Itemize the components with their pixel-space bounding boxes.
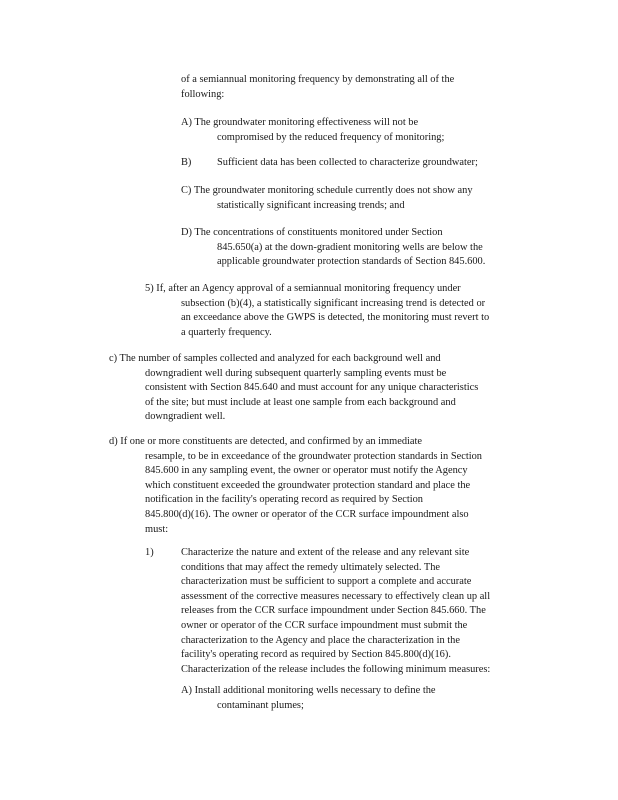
text-line: The groundwater monitoring effectiveness will not be: [194, 117, 419, 128]
text-line: contaminant plumes;: [217, 699, 304, 711]
text-line: of a semiannual monitoring frequency by demonstrating all of the: [181, 74, 455, 85]
intro-paragraph: [181, 73, 454, 102]
text-line: Characterize the nature and extent of the release and any relevant site: [181, 547, 470, 558]
text-line: Characterization of the release includes the following minimum measures:: [181, 663, 491, 675]
text-line: of the site; but must include at least one sample from each background and: [145, 396, 456, 408]
section-c: [109, 352, 478, 425]
item-label: B): [181, 157, 192, 168]
text-line: d) If one or more constituents are detected, and confirmed by an immediate: [109, 436, 423, 447]
text-line: following:: [181, 88, 225, 100]
text-line: conditions that may affect the remedy ultimately selected. The: [181, 561, 441, 573]
text-line: assessment of the corrective measures necessary to effectively clean up all: [181, 590, 491, 602]
item-label: A): [181, 117, 192, 128]
item-1-label-block: [145, 546, 154, 561]
text-line: 845.800(d)(16). The owner or operator of the CCR surface impoundment also: [145, 508, 469, 520]
item-d: [181, 226, 485, 270]
text-line: 5) If, after an Agency approval of a semiannual monitoring frequency under: [145, 283, 461, 294]
text-line: releases from the CCR surface impoundment under Section 845.660. The: [181, 605, 486, 617]
item-c: [181, 184, 473, 213]
item-b: [181, 156, 478, 171]
item-label: 1): [145, 547, 154, 558]
text-line: c) The number of samples collected and analyzed for each background well and: [109, 353, 441, 364]
text-line: Install additional monitoring wells necessary to define the: [194, 685, 436, 696]
item-label: A): [181, 685, 192, 696]
text-line: 845.650(a) at the down-gradient monitoring wells are below the: [217, 241, 483, 253]
text-line: The groundwater monitoring schedule currently does not show any: [193, 185, 473, 196]
text-line: subsection (b)(4), a statistically significant increasing trend is detected or: [181, 297, 486, 309]
text-line: facility's operating record as required by Section 845.800(d)(16).: [181, 649, 451, 661]
item-1: [181, 546, 490, 677]
item-5: [145, 282, 489, 340]
text-line: characterization must be sufficient to support a complete and accurate: [181, 576, 472, 588]
text-line: a quarterly frequency.: [181, 326, 272, 338]
text-line: downgradient well.: [145, 411, 226, 423]
item-label: D): [181, 227, 192, 238]
text-line: notification in the facility's operating record as required by Section: [145, 494, 424, 506]
text-line: which constituent exceeded the groundwater protection standard and place the: [145, 479, 471, 491]
text-line: owner or operator of the CCR surface impoundment must submit the: [181, 619, 468, 631]
text-line: resample, to be in exceedance of the groundwater protection standards in Section: [145, 450, 482, 462]
text-line: Sufficient data has been collected to characterize groundwater;: [217, 157, 478, 168]
section-d: [109, 435, 482, 537]
item-1-a: [181, 684, 436, 713]
text-line: compromised by the reduced frequency of monitoring;: [217, 131, 445, 143]
text-line: must:: [145, 523, 169, 535]
text-line: an exceedance above the GWPS is detected, the monitoring must revert to: [181, 312, 490, 324]
text-line: The concentrations of constituents monitored under Section: [194, 227, 443, 238]
text-line: consistent with Section 845.640 and must account for any unique characteristics: [145, 382, 479, 394]
text-line: applicable groundwater protection standards of Section 845.600.: [217, 256, 486, 268]
text-line: statistically significant increasing trends; and: [217, 199, 405, 211]
item-a: [181, 116, 444, 145]
text-line: 845.600 in any sampling event, the owner or operator must notify the Agency: [145, 465, 468, 477]
text-line: characterization to the Agency and place the characterization in the: [181, 634, 460, 646]
text-line: downgradient well during subsequent quarterly sampling events must be: [145, 367, 447, 379]
item-label: C): [181, 185, 192, 196]
